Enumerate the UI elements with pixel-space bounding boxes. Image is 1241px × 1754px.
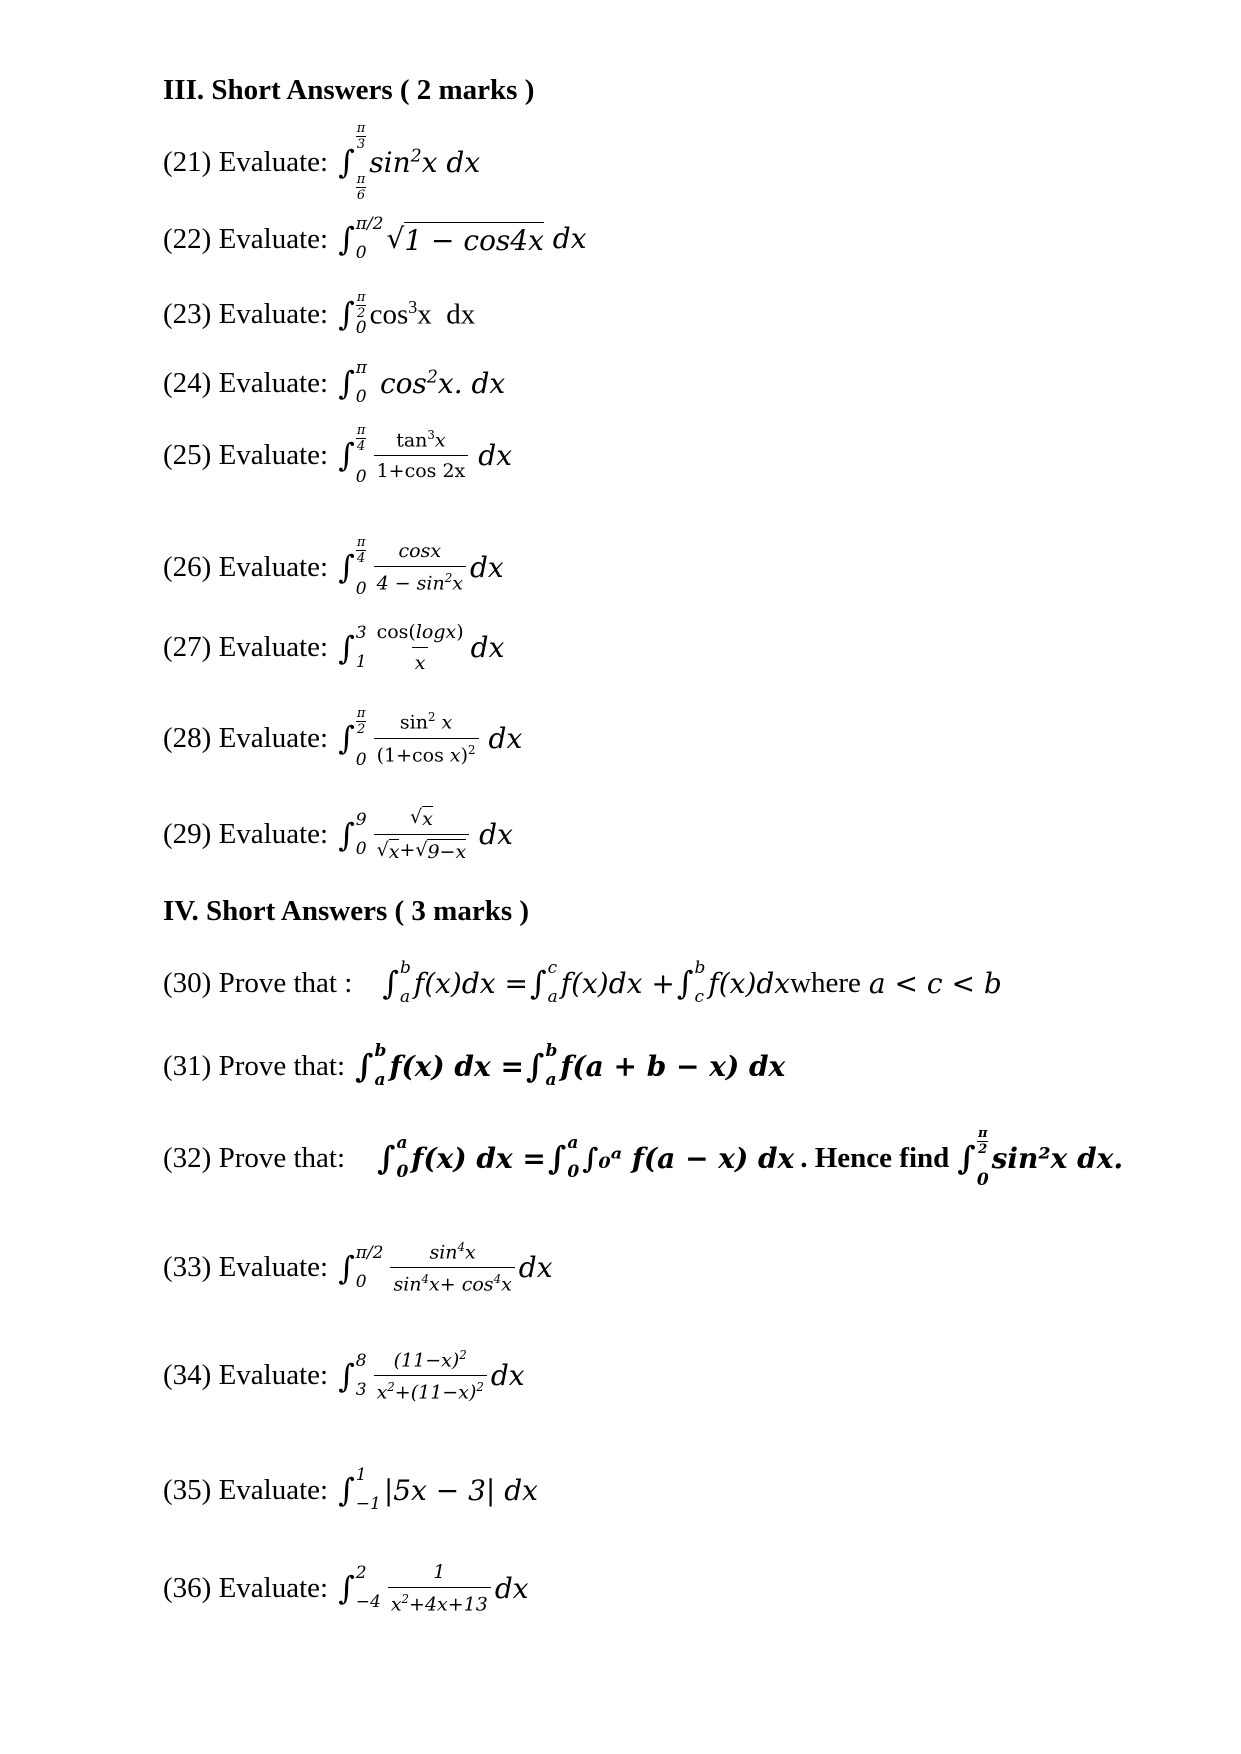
question-23 bbox=[163, 291, 475, 337]
definite-integral bbox=[548, 1135, 579, 1181]
question-28 bbox=[163, 707, 522, 769]
integral-sign-icon: ∫ bbox=[676, 964, 694, 1002]
question-21 bbox=[163, 122, 480, 202]
definite-integral bbox=[338, 122, 366, 202]
integral-sign-icon: ∫ bbox=[377, 1139, 396, 1177]
lower-limit: 0 bbox=[355, 318, 367, 338]
numerator: cos(logx) bbox=[376, 621, 464, 643]
integral-limits bbox=[356, 216, 384, 262]
integral-limits bbox=[356, 291, 367, 337]
definite-integral bbox=[957, 1127, 988, 1189]
question-35 bbox=[163, 1467, 538, 1513]
numerator: 1 bbox=[433, 1561, 446, 1583]
question-22 bbox=[163, 216, 587, 262]
question-27 bbox=[163, 621, 504, 674]
integral-limits bbox=[355, 622, 367, 672]
lower-limit: −4 bbox=[355, 1592, 381, 1613]
definite-integral bbox=[338, 360, 367, 406]
question-label: (22) Evaluate: bbox=[163, 222, 329, 255]
definite-integral bbox=[338, 622, 367, 672]
lower-limit: 0 bbox=[355, 838, 367, 859]
definite-integral bbox=[338, 1350, 367, 1400]
integral-limits bbox=[356, 424, 367, 486]
differential: dx bbox=[488, 721, 523, 755]
denominator: $x^2+(11-x)^2$ bbox=[374, 1375, 487, 1403]
integrand-fraction bbox=[374, 621, 467, 674]
question-label: (24) Evaluate: bbox=[163, 366, 329, 399]
condition: a < c < b bbox=[868, 966, 1002, 1000]
lower-limit: π 6 bbox=[356, 172, 366, 203]
question-label: (27) Evaluate: bbox=[163, 631, 329, 663]
differential: dx bbox=[478, 438, 512, 472]
upper-limit: π/2 bbox=[355, 1242, 384, 1263]
definite-integral bbox=[677, 960, 706, 1006]
definite-integral bbox=[382, 960, 411, 1006]
differential: dx bbox=[470, 631, 505, 664]
integral-limits: a 0 bbox=[567, 1133, 580, 1182]
integral-sign-icon: ∫ bbox=[338, 143, 355, 181]
rhs-expression: f(a + b − x) dx bbox=[560, 1049, 786, 1083]
differential: dx bbox=[490, 1359, 525, 1393]
question-29 bbox=[163, 806, 513, 863]
lower-limit: 0 bbox=[355, 467, 367, 487]
definite-integral bbox=[338, 1242, 384, 1292]
integrand-fraction bbox=[388, 1561, 491, 1615]
upper-limit: 8 bbox=[355, 1350, 367, 1371]
lower-limit: 3 bbox=[355, 1379, 367, 1400]
question-34 bbox=[163, 1348, 525, 1404]
integral-sign-icon: ∫ bbox=[338, 436, 355, 474]
integral-sign-icon: ∫ bbox=[338, 220, 355, 258]
question-label: (21) Evaluate: bbox=[163, 145, 329, 178]
integral-sign-icon: ∫ bbox=[382, 964, 399, 1002]
integral-limits bbox=[356, 1467, 381, 1513]
upper-limit: 9 bbox=[355, 809, 367, 830]
definite-integral bbox=[338, 1467, 381, 1513]
lower-limit: 1 bbox=[355, 651, 367, 672]
integrand-fraction bbox=[374, 540, 466, 594]
upper-limit: π bbox=[355, 358, 367, 378]
integral-limits bbox=[356, 707, 367, 769]
question-label: (32) Prove that: bbox=[163, 1141, 346, 1174]
hence-text: . Hence find bbox=[800, 1141, 950, 1174]
upper-limit: π 2 bbox=[356, 290, 366, 321]
lower-limit: 0 bbox=[355, 387, 367, 407]
integral-sign-icon: ∫ bbox=[529, 964, 547, 1002]
integral-sign-icon: ∫ bbox=[338, 815, 355, 854]
upper-limit: 3 bbox=[355, 622, 367, 643]
integral-sign-icon: ∫ bbox=[338, 719, 355, 757]
integral-sign-icon: ∫ bbox=[338, 364, 355, 402]
numerator: cosx bbox=[398, 539, 442, 562]
integral-limits bbox=[977, 1127, 989, 1189]
definite-integral bbox=[338, 291, 367, 337]
integrand-fraction bbox=[390, 1240, 514, 1296]
differential: dx bbox=[494, 1571, 529, 1605]
differential: dx bbox=[518, 1251, 553, 1285]
integrand: $\cos^3x$ dx bbox=[369, 296, 476, 331]
integral-limits bbox=[356, 122, 367, 202]
question-31 bbox=[163, 1043, 785, 1089]
upper-limit: 1 bbox=[355, 1465, 367, 1485]
definite-integral bbox=[526, 1043, 557, 1089]
numerator: √ x bbox=[409, 806, 433, 830]
lower-limit: 0 bbox=[976, 1170, 989, 1190]
lower-limit: −1 bbox=[355, 1494, 381, 1514]
integrand-fraction bbox=[374, 710, 479, 766]
integrand-fraction bbox=[374, 1348, 487, 1404]
definite-integral bbox=[338, 809, 367, 859]
integral-limits bbox=[356, 360, 367, 406]
integrand: |5x − 3| dx bbox=[383, 1473, 538, 1507]
section-heading-short-answers-2-marks: III. Short Answers ( 2 marks ) bbox=[163, 74, 535, 106]
question-label: (23) Evaluate: bbox=[163, 297, 329, 330]
question-label: (28) Evaluate: bbox=[163, 721, 329, 754]
integral-limits: b a bbox=[399, 958, 411, 1007]
integrand: √ 1 − cos4x dx bbox=[386, 221, 587, 257]
question-33 bbox=[163, 1240, 553, 1296]
integral-limits: b a bbox=[545, 1041, 558, 1090]
integral-sign-icon: ∫ bbox=[338, 628, 355, 667]
definite-integral bbox=[338, 216, 383, 262]
lower-limit: 0 bbox=[355, 243, 367, 263]
integral-sign-icon: ∫ bbox=[547, 1139, 567, 1177]
lhs-expression: f(x) dx = bbox=[411, 1141, 546, 1175]
numerator: $\tan^3x$ bbox=[396, 427, 446, 452]
upper-limit: π 2 bbox=[356, 706, 366, 737]
integral-sign-icon: ∫ bbox=[338, 1356, 355, 1395]
integrand-fraction bbox=[374, 428, 469, 482]
definite-integral bbox=[338, 536, 367, 598]
upper-limit: 2 bbox=[355, 1563, 367, 1584]
question-26 bbox=[163, 536, 504, 598]
question-36 bbox=[163, 1561, 529, 1615]
rhs-expression: f(x)dx + bbox=[560, 966, 675, 1000]
denominator: $\sin^4x+ \cos^4x$ bbox=[390, 1267, 514, 1295]
definite-integral bbox=[338, 707, 367, 769]
lower-limit: 0 bbox=[355, 1271, 367, 1292]
integral-limits: b a bbox=[374, 1041, 387, 1090]
integral-limits bbox=[355, 1242, 384, 1292]
lhs-expression: f(x) dx = bbox=[389, 1049, 524, 1083]
definite-integral bbox=[338, 424, 367, 486]
numerator: $(11-x)^2$ bbox=[393, 1348, 467, 1372]
question-label: (35) Evaluate: bbox=[163, 1473, 329, 1506]
question-label: (26) Evaluate: bbox=[163, 550, 329, 583]
denominator: 1+cos 2x bbox=[374, 455, 469, 482]
definite-integral bbox=[530, 960, 558, 1006]
upper-limit: π 4 bbox=[356, 535, 366, 566]
upper-limit: π 3 bbox=[356, 121, 366, 152]
integrand: $\cos^2x$. dx bbox=[379, 366, 506, 400]
question-label: (36) Evaluate: bbox=[163, 1571, 329, 1604]
denominator: x bbox=[412, 647, 429, 674]
integral-limits: c a bbox=[547, 958, 558, 1007]
integrand-fraction bbox=[374, 806, 470, 863]
denominator: $x^2+4x+13$ bbox=[388, 1587, 491, 1615]
integral-limits: a 0 bbox=[396, 1133, 409, 1182]
integral-sign-icon: ∫ bbox=[338, 1471, 355, 1509]
question-label: (31) Prove that: bbox=[163, 1049, 346, 1082]
lower-limit: 0 bbox=[355, 750, 367, 770]
integral-sign-icon: ∫ bbox=[957, 1139, 976, 1177]
integral-sign-icon: ∫ bbox=[338, 295, 355, 333]
denominator: $4 - \sin^2x$ bbox=[374, 566, 466, 594]
question-32 bbox=[163, 1127, 1123, 1189]
differential: dx bbox=[469, 550, 504, 584]
integral-sign-icon: ∫ bbox=[338, 548, 355, 586]
question-label: (33) Evaluate: bbox=[163, 1251, 329, 1284]
upper-limit: π/2 bbox=[355, 214, 384, 234]
hence-expression: sin²x dx. bbox=[991, 1141, 1124, 1175]
integral-limits bbox=[355, 1350, 367, 1400]
integral-limits bbox=[356, 536, 367, 598]
section-heading-short-answers-3-marks: IV. Short Answers ( 3 marks ) bbox=[163, 895, 530, 927]
numerator: $\sin^2 x$ bbox=[399, 710, 453, 734]
integral-sign-icon: ∫ bbox=[338, 1248, 355, 1287]
square-root: √ 1 − cos4x bbox=[386, 221, 544, 257]
question-label: (30) Prove that : bbox=[163, 966, 353, 999]
question-25 bbox=[163, 424, 512, 486]
question-label: (34) Evaluate: bbox=[163, 1359, 329, 1392]
integrand: $\sin^2x$ dx bbox=[369, 145, 481, 179]
integral-sign-icon: ∫ bbox=[525, 1047, 545, 1085]
upper-limit: π 4 bbox=[356, 423, 366, 454]
denominator: √ x + √ 9−x bbox=[374, 834, 470, 863]
question-label: (25) Evaluate: bbox=[163, 438, 329, 471]
definite-integral bbox=[355, 1043, 386, 1089]
denominator: (1+cos x)$^2$ bbox=[374, 738, 479, 766]
question-24 bbox=[163, 360, 505, 406]
differential: dx bbox=[479, 818, 513, 851]
integral-limits bbox=[356, 1565, 381, 1611]
question-label: (29) Evaluate: bbox=[163, 818, 329, 850]
numerator: $\sin^4x$ bbox=[429, 1240, 476, 1264]
condition-text: where bbox=[790, 966, 861, 999]
integral-sign-icon: ∫ bbox=[355, 1047, 374, 1085]
integral-limits: b c bbox=[694, 958, 706, 1007]
rhs-expression: ∫₀ᵃ f(a − x) dx bbox=[582, 1141, 795, 1175]
rhs-expression: f(x)dx bbox=[708, 966, 791, 1000]
definite-integral bbox=[338, 1565, 381, 1611]
integral-limits bbox=[355, 809, 367, 859]
lower-limit: 0 bbox=[355, 579, 367, 599]
definite-integral bbox=[377, 1135, 408, 1181]
lhs-expression: f(x)dx = bbox=[413, 966, 528, 1000]
question-30 bbox=[163, 960, 1002, 1006]
upper-limit: π 2 bbox=[977, 1126, 988, 1157]
integral-sign-icon: ∫ bbox=[338, 1569, 355, 1608]
